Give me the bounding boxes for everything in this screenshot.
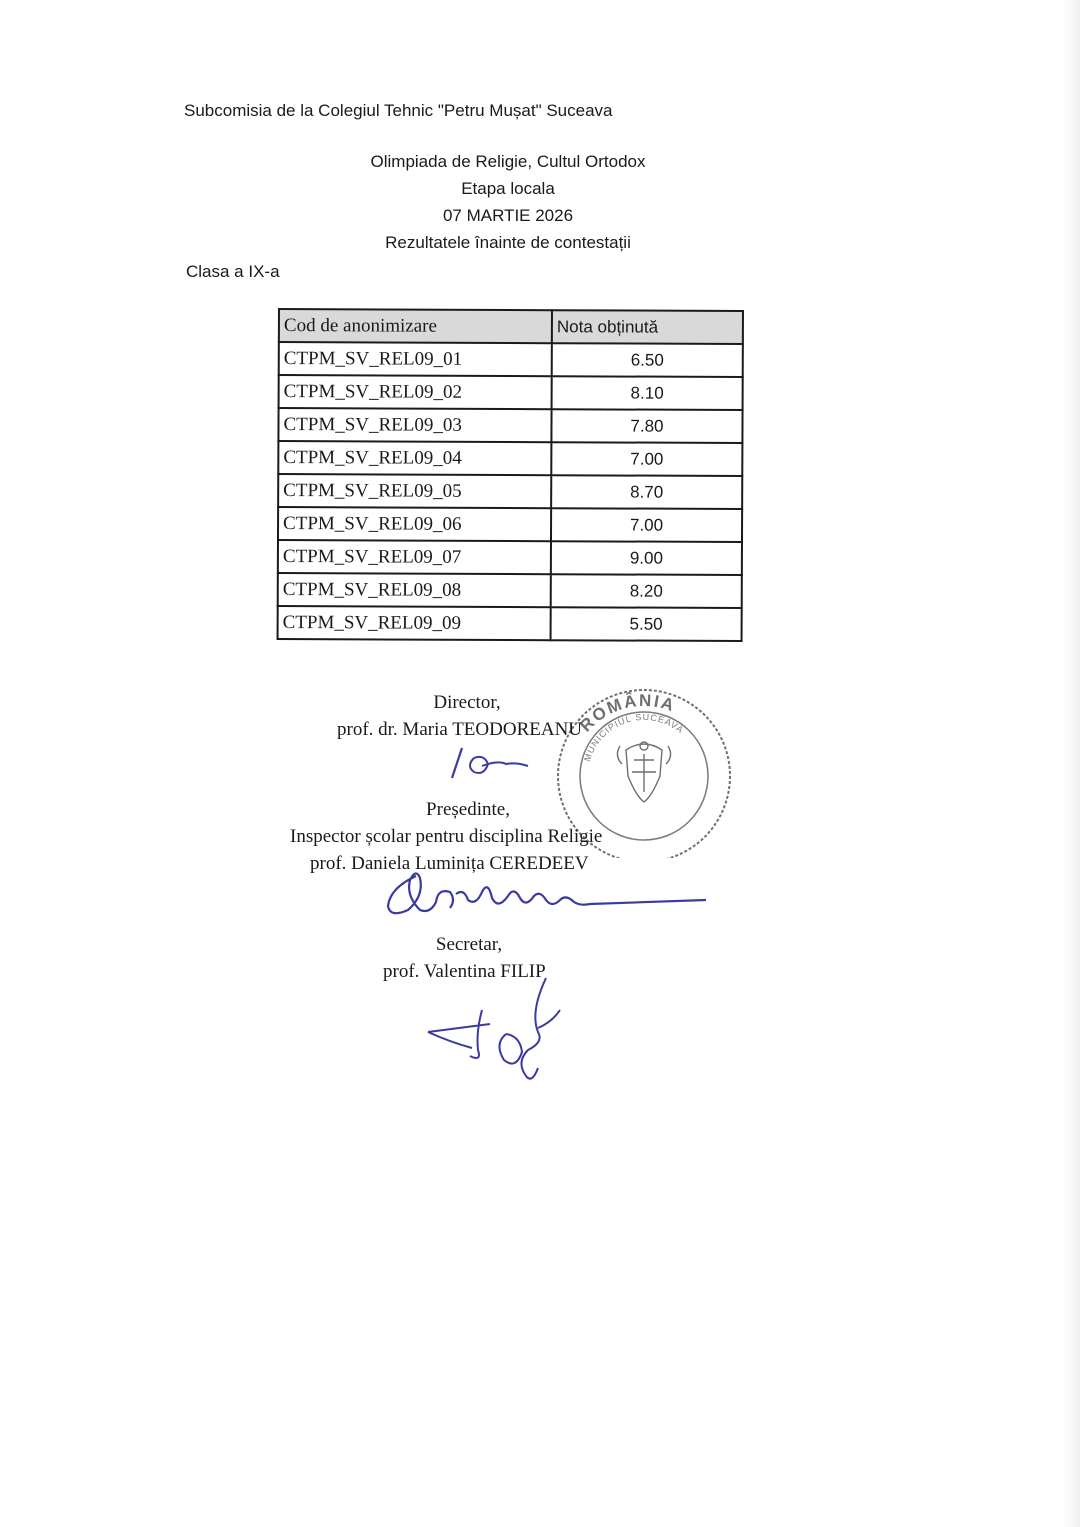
table-row (279, 375, 743, 410)
table-row (278, 441, 742, 476)
stamp-inner-text: MUNICIPIUL SUCEAVA (582, 711, 686, 763)
code-cell: CTPM_SV_REL09_05 (278, 474, 551, 508)
grade-cell: 8.70 (551, 475, 742, 509)
coat-of-arms-icon (617, 742, 670, 802)
grade-cell: 7.00 (551, 442, 742, 476)
results-table (277, 308, 744, 642)
date-label: 07 MARTIE 2026 (442, 206, 574, 225)
column-header-grade: Nota obținută (552, 310, 743, 344)
grade-cell: 8.10 (552, 376, 743, 410)
code-cell: CTPM_SV_REL09_04 (278, 441, 551, 475)
subcommission-line: Subcomisia de la Colegiul Tehnic "Petru Mușat" Suceava (184, 101, 613, 120)
table-header-row (279, 309, 743, 344)
table-row (278, 408, 742, 443)
class-label: Clasa a IX-a (186, 262, 280, 281)
president-name: prof. Daniela Luminița CEREDEEV (310, 853, 589, 874)
table-row (278, 573, 742, 608)
code-cell: CTPM_SV_REL09_01 (279, 342, 552, 376)
code-cell: CTPM_SV_REL09_09 (278, 606, 551, 640)
president-signature (380, 866, 710, 922)
stage-label: Etapa locala (461, 179, 555, 198)
table-row (278, 606, 742, 641)
code-cell: CTPM_SV_REL09_06 (278, 507, 551, 541)
grade-cell: 9.00 (551, 541, 742, 575)
grade-cell: 6.50 (552, 343, 743, 377)
director-name: prof. dr. Maria TEODOREANU (337, 719, 583, 740)
president-role: Inspector școlar pentru disciplina Religie (290, 826, 603, 847)
code-cell: CTPM_SV_REL09_07 (278, 540, 551, 574)
table-row (279, 342, 743, 377)
grade-cell: 7.00 (551, 508, 742, 542)
grade-cell: 5.50 (551, 607, 742, 641)
grade-cell: 7.80 (551, 409, 742, 443)
table-row (278, 474, 742, 509)
code-cell: CTPM_SV_REL09_02 (279, 375, 552, 409)
stamp-top-text: ROMÂNIA (576, 690, 679, 736)
president-title: Președinte, (426, 799, 510, 820)
secretary-name: prof. Valentina FILIP (383, 961, 546, 982)
page-edge-shadow (1062, 0, 1080, 1527)
code-cell: CTPM_SV_REL09_03 (278, 408, 551, 442)
table-row (278, 507, 742, 542)
olympiad-title: Olimpiada de Religie, Cultul Ortodox (370, 152, 646, 171)
director-title: Director, (433, 692, 501, 713)
column-header-code: Cod de anonimizare (279, 309, 552, 343)
director-signature (448, 742, 538, 782)
secretary-title: Secretar, (435, 934, 503, 955)
results-title: Rezultatele înainte de contestații (385, 233, 631, 252)
table-row (278, 540, 742, 575)
code-cell: CTPM_SV_REL09_08 (278, 573, 551, 607)
secretary-signature (420, 972, 570, 1092)
grade-cell: 8.20 (551, 574, 742, 608)
